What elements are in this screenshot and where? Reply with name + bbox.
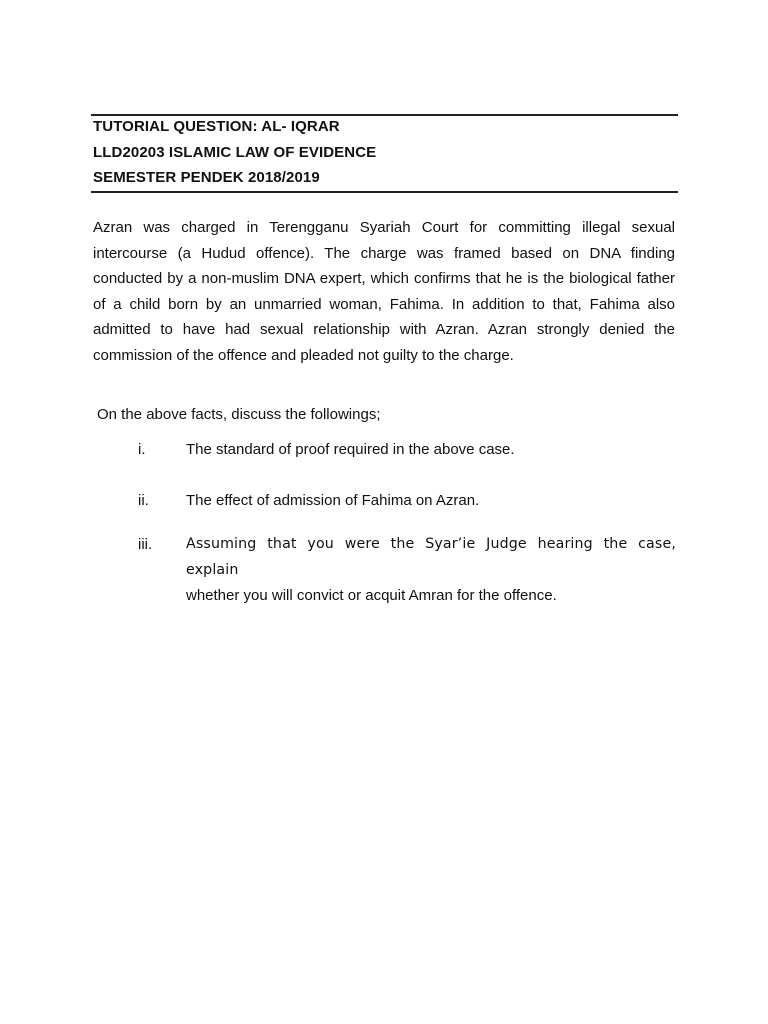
question-text: The standard of proof required in the above case. bbox=[186, 441, 515, 458]
question-text-line2: whether you will convict or acquit Amran for the offence. bbox=[186, 587, 557, 604]
question-number: iii. bbox=[138, 536, 153, 553]
question-text: The effect of admission of Fahima on Azran. bbox=[186, 492, 480, 509]
document-header bbox=[93, 114, 678, 191]
header-title: TUTORIAL QUESTION: AL- IQRAR bbox=[93, 118, 340, 135]
question-text-line1: Assuming that you were the Syar’ie Judge hearing the case, explain bbox=[186, 536, 676, 578]
header-semester: SEMESTER PENDEK 2018/2019 bbox=[93, 169, 320, 186]
case-facts-paragraph: Azran was charged in Terengganu Syariah Court for committing illegal sexual intercourse (a Hudud offence). The charge was framed based on DNA finding conducted by a non-muslim DNA expert, which confirms that he is the biological father of a child born by an unmarried woman, Fahima. In addition to that, Fahima also admitted to have had sexual relationship with Azran. Azran strongly denied the commission of the offence and pleaded not guilty to the charge. bbox=[93, 219, 675, 364]
header-course: LLD20203 ISLAMIC LAW OF EVIDENCE bbox=[93, 143, 377, 161]
question-number: ii. bbox=[138, 492, 149, 509]
bottom-divider bbox=[91, 191, 678, 193]
question-text bbox=[186, 532, 676, 610]
questions-intro: On the above facts, discuss the followings; bbox=[97, 406, 381, 423]
question-number: i. bbox=[138, 441, 146, 458]
